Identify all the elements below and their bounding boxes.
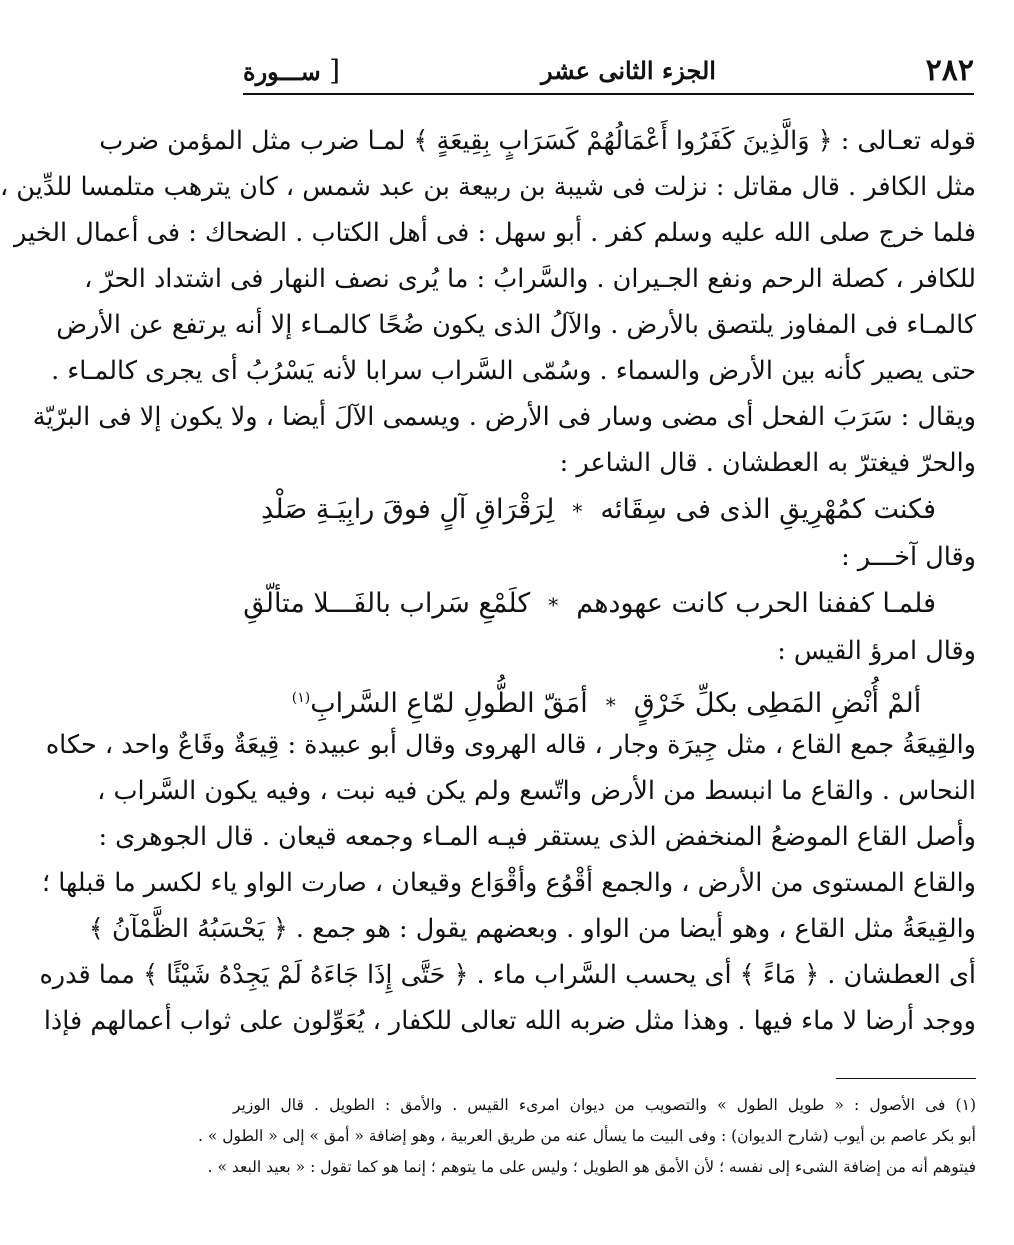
- text-line: للكافر ، كصلة الرحم ونفع الجـيران . والسَّرابُ : ما يُرى نصف النهار فى اشتداد الحرّ ،: [84, 264, 976, 294]
- bracket-mark: [: [329, 53, 341, 87]
- verse-hemistich-left: كلَمْعِ سَراب بالفَـــلا متألّقِ: [243, 588, 531, 619]
- footnote-line: أبو بكر عاصم بن أيوب (شارح الديوان) : وفى البيت ما يسأل عنه من طريق العربية ، وهو إضافة « أمق » إلى « الطول » .: [198, 1127, 976, 1145]
- poetry-verse: [233, 486, 976, 534]
- text-line: كالمـاء فى المفاوز يلتصق بالأرض . والآلُ الذى يكون ضُحًا كالمـاء إلا أنه يرتفع عن الأرض: [56, 310, 976, 340]
- poetry-verse: [233, 674, 976, 722]
- verse-separator: *: [572, 499, 583, 523]
- footnote-line: (١) فى الأصول : « طويل الطول » والتصويب من ديوان امرىء القيس . والأمق : الطويل . قال الوزير: [233, 1096, 976, 1114]
- surah-label: [243, 54, 383, 87]
- verse-hemistich-right: فكنت كمُهْرِيقِ الذى فى سِقَائه: [600, 494, 936, 525]
- text-line: والقاع المستوى من الأرض ، والجمع أقْوُع وأقْوَاع وقيعان ، صارت الواو ياء لكسر ما قبلها ؛: [42, 868, 976, 898]
- text-line: وقال امرؤ القيس :: [777, 636, 976, 666]
- text-line: والحرّ فيغترّ به العطشان . قال الشاعر :: [559, 448, 976, 478]
- verse-hemistich-right: فلمـا كففنا الحرب كانت عهودهم: [576, 588, 936, 619]
- footnote-reference: (١): [291, 690, 311, 706]
- text-line: أى العطشان . ﴿ مَاءً ﴾ أى يحسب السَّراب ماء . ﴿ حَتَّى إِذَا جَاءَهُ لَمْ يَجِدْهُ شَيْئًا ﴾ مما قدره: [39, 960, 976, 990]
- footnote-rule: [836, 1078, 976, 1079]
- text-line: حتى يصير كأنه بين الأرض والسماء . وسُمّى السَّراب سرابا لأنه يَسْرُبُ أى يجرى كالمـاء .: [51, 356, 976, 386]
- verse-separator: *: [605, 693, 616, 717]
- page-number: ٢٨٢: [925, 52, 974, 88]
- text-line: قوله تعـالى : ﴿ وَالَّذِينَ كَفَرُوا أَعْمَالُهُمْ كَسَرَابٍ بِقِيعَةٍ ﴾ لمـا ضرب مثل المؤمن ضرب: [99, 126, 976, 156]
- main-text: [0, 118, 976, 1044]
- text-line: وقال آخـــر :: [841, 542, 976, 572]
- surah-label-text: ســـورة: [243, 56, 321, 86]
- text-line: النحاس . والقاع ما انبسط من الأرض واتّسع ولم يكن فيه نبت ، وفيه يكون السَّراب ،: [97, 776, 976, 806]
- text-line: والقِيعَةُ جمع القاع ، مثل جِيرَة وجار ، قاله الهروى وقال أبو عبيدة : قِيعَةٌ وقَاعٌ واحد ، حكاه: [45, 730, 976, 760]
- header-rule: [243, 93, 974, 95]
- verse-hemistich-right: ألمْ أُنْضِ المَطِى بكلِّ خَرْقٍ: [633, 688, 922, 719]
- text-line: والقِيعَةُ مثل القاع ، وهو أيضا من الواو . وبعضهم يقول : هو جمع . ﴿ يَحْسَبُهُ الظَّمْآنُ ﴾: [88, 914, 976, 944]
- footnote-line: فيتوهم أنه من إضافة الشىء إلى نفسه ؛ لأن الأمق هو الطويل ؛ وليس على ما يتوهم ؛ إنما هو كما تقول : « بعيد البعد » .: [207, 1158, 976, 1176]
- running-title: الجزء الثانى عشر: [541, 55, 716, 85]
- verse-hemistich-left: أمَقّ الطُّولِ لمّاعِ السَّرابِ: [310, 688, 588, 719]
- footnotes: [198, 1090, 976, 1183]
- text-line: ووجد أرضا لا ماء فيها . وهذا مثل ضربه الله تعالى للكفار ، يُعَوِّلون على ثواب أعمالهم فإذا: [43, 1006, 976, 1036]
- poetry-verse: [233, 580, 976, 628]
- page-header: [243, 48, 974, 92]
- text-line: ويقال : سَرَبَ الفحل أى مضى وسار فى الأرض . ويسمى الآلَ أيضا ، ولا يكون إلا فى البرّيّة: [32, 402, 976, 432]
- text-line: فلما خرج صلى الله عليه وسلم كفر . أبو سهل : فى أهل الكتاب . الضحاك : فى أعمال الخير: [14, 218, 976, 248]
- text-line: وأصل القاع الموضعُ المنخفض الذى يستقر فيـه المـاء وجمعه قيعان . قال الجوهرى :: [98, 822, 976, 852]
- verse-hemistich-left: لِرَقْرَاقِ آلٍ فوقَ رابِيَـةِ صَلْدِ: [261, 494, 555, 525]
- text-line: مثل الكافر . قال مقاتل : نزلت فى شيبة بن ربيعة بن عبد شمس ، كان يترهب متلمسا للدِّين ،: [0, 172, 976, 202]
- verse-separator: *: [548, 593, 559, 617]
